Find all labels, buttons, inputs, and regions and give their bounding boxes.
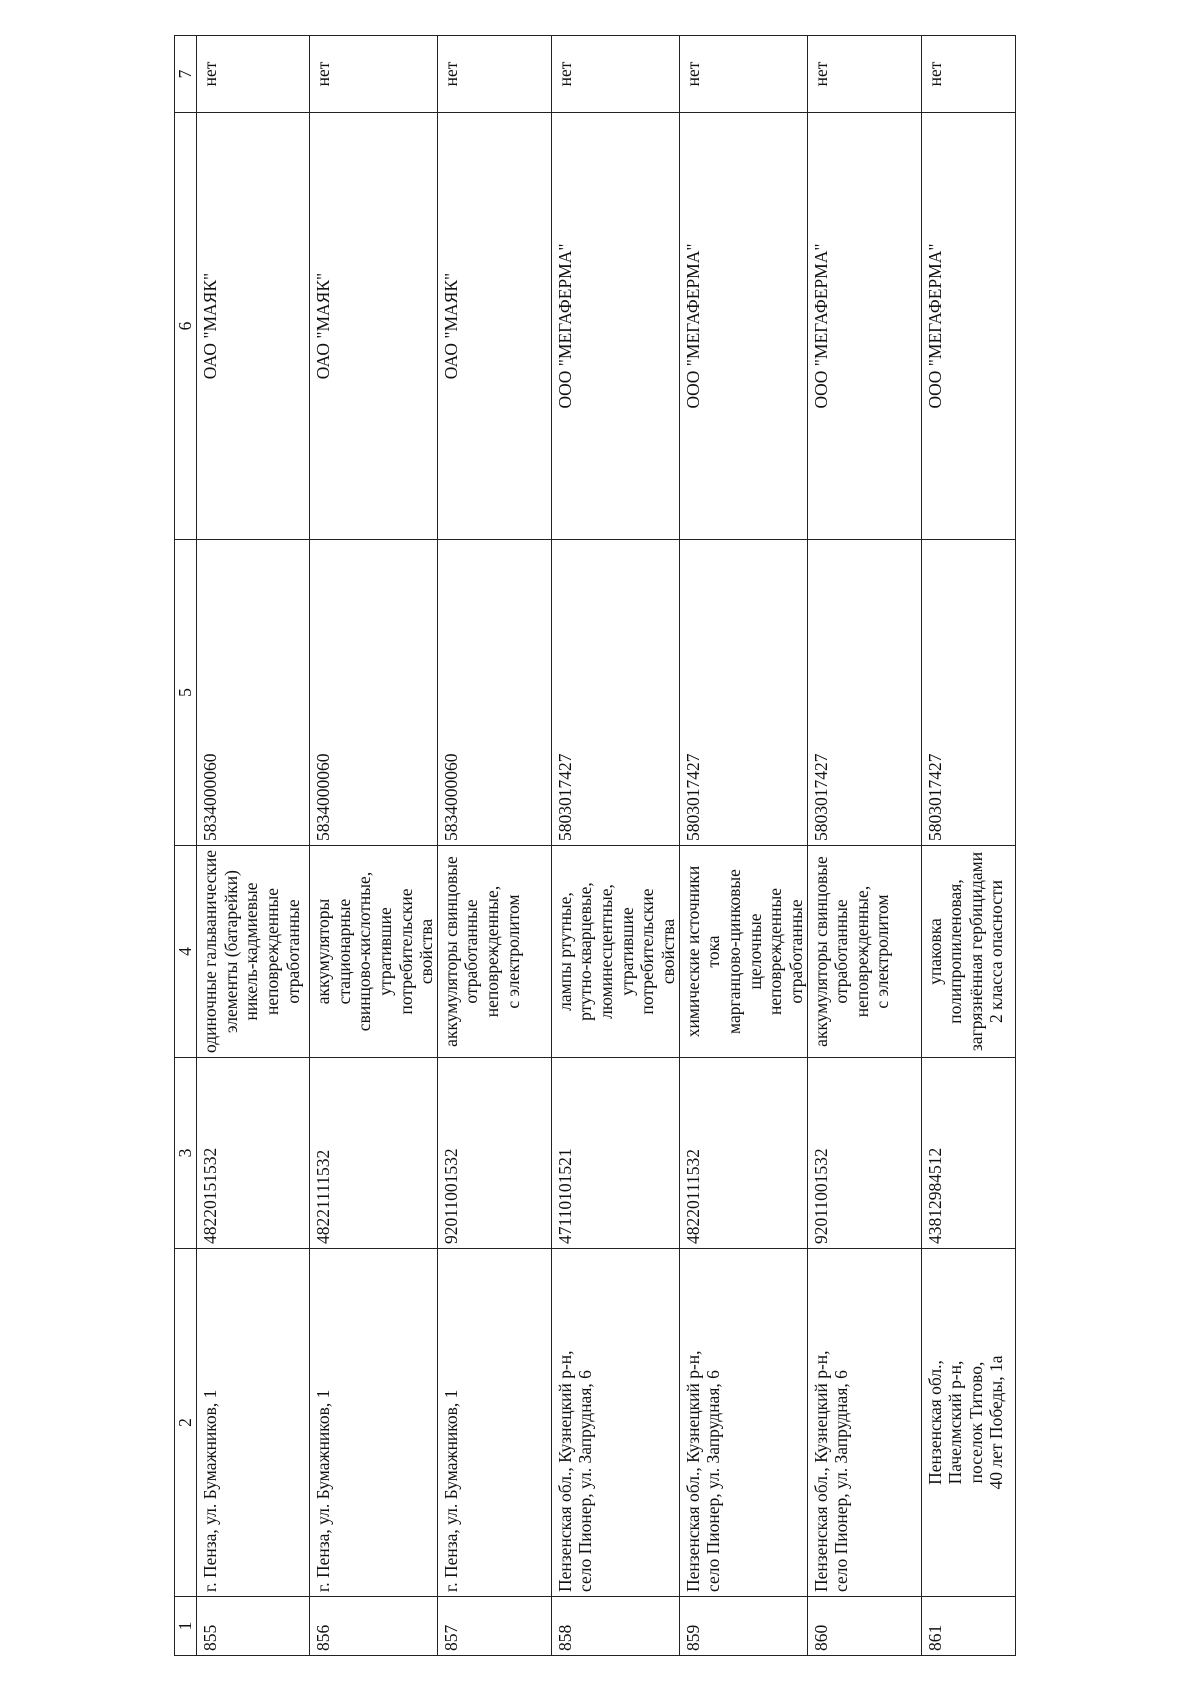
waste-name-cell-line: ртутно-кварцевые, — [575, 882, 596, 1021]
waste-name-cell — [679, 846, 807, 1058]
flag-cell: нет — [921, 36, 1015, 113]
waste-code-cell: 48221111532 — [310, 1058, 438, 1249]
row-number-cell: 860 — [807, 1597, 921, 1656]
inn-cell: 5803017427 — [807, 540, 921, 846]
address-cell-line: село Пионер, ул. Запрудная, 6 — [831, 1370, 852, 1592]
waste-name-cell — [551, 846, 679, 1058]
address-cell-line: Пензенская обл., Кузнецкий р-н, — [682, 1350, 703, 1592]
row-number-cell: 859 — [679, 1597, 807, 1656]
waste-name-cell — [197, 846, 310, 1058]
waste-name-cell-line: с электролитом — [502, 894, 523, 1009]
waste-name-cell-line: свинцово-кислотные, — [354, 871, 375, 1032]
waste-code-cell: 47110101521 — [551, 1058, 679, 1249]
address-cell-line: село Пионер, ул. Запрудная, 6 — [575, 1370, 596, 1592]
flag-cell: нет — [807, 36, 921, 113]
table-body — [175, 36, 1016, 1656]
waste-name-cell-line: неповрежденные — [261, 887, 282, 1016]
inn-cell: 5834000060 — [310, 540, 438, 846]
waste-name-cell-line: загрязнённая гербицидами — [965, 851, 986, 1052]
organization-cell: ОАО "МАЯК" — [310, 113, 438, 540]
waste-name-cell-line: отработанные — [461, 899, 482, 1004]
waste-name-cell-line: марганцово-цинковые — [723, 869, 744, 1034]
row-number-cell: 856 — [310, 1597, 438, 1656]
waste-name-cell — [807, 846, 921, 1058]
address-cell-line: поселок Титово, — [965, 1361, 986, 1484]
address-cell-line: Пензенская обл., — [924, 1360, 945, 1485]
column-number-header-row — [175, 36, 197, 1656]
waste-name-cell-line: свойства — [416, 918, 437, 985]
address-cell-line: Пензенская обл., Кузнецкий р-н, — [554, 1350, 575, 1592]
waste-code-cell: 92011001532 — [437, 1058, 551, 1249]
table-row — [551, 36, 679, 1656]
waste-name-cell-line: утратившие потребительские — [616, 888, 658, 1015]
table-row — [310, 36, 438, 1656]
flag-cell: нет — [437, 36, 551, 113]
address-cell-line: г. Пенза, ул. Бумажников, 1 — [313, 1389, 333, 1592]
waste-name-cell-line: аккумуляторы свинцовые — [440, 856, 461, 1047]
organization-cell: ООО "МЕГАФЕРМА" — [921, 113, 1015, 540]
waste-code-cell: 48220111532 — [679, 1058, 807, 1249]
inn-cell: 5803017427 — [679, 540, 807, 846]
waste-name-cell-line: никель-кадмиевые — [241, 882, 262, 1021]
table-row — [921, 36, 1015, 1656]
row-number-cell: 861 — [921, 1597, 1015, 1656]
table-row — [807, 36, 921, 1656]
row-number-cell: 858 — [551, 1597, 679, 1656]
waste-name-cell — [437, 846, 551, 1058]
flag-cell: нет — [197, 36, 310, 113]
flag-cell: нет — [310, 36, 438, 113]
table-row — [437, 36, 551, 1656]
organization-cell: ООО "МЕГАФЕРМА" — [807, 113, 921, 540]
flag-cell: нет — [551, 36, 679, 113]
inn-cell: 5834000060 — [437, 540, 551, 846]
organization-cell: ОАО "МАЯК" — [197, 113, 310, 540]
waste-name-cell-line: аккумуляторы свинцовые — [810, 856, 831, 1047]
address-cell — [310, 1249, 438, 1597]
waste-name-cell-line: с электролитом — [872, 894, 893, 1009]
waste-name-cell — [921, 846, 1015, 1058]
waste-name-cell-line: свойства — [658, 918, 679, 985]
address-cell — [679, 1249, 807, 1597]
row-number-cell: 855 — [197, 1597, 310, 1656]
waste-name-cell-line: отработанные — [831, 899, 852, 1004]
waste-name-cell-line: утратившие потребительские — [374, 888, 416, 1015]
waste-name-cell-line: аккумуляторы стационарные — [313, 898, 354, 1005]
waste-name-cell-line: неповрежденные, — [482, 885, 503, 1018]
organization-cell: ООО "МЕГАФЕРМА" — [551, 113, 679, 540]
flag-cell: нет — [679, 36, 807, 113]
column-header: 7 — [175, 36, 197, 113]
rotated-table-page — [174, 36, 1007, 1656]
inn-cell: 5803017427 — [551, 540, 679, 846]
waste-registry-table — [174, 35, 1016, 1656]
address-cell — [551, 1249, 679, 1597]
organization-cell: ООО "МЕГАФЕРМА" — [679, 113, 807, 540]
waste-name-cell-line: отработанные — [785, 899, 806, 1004]
waste-name-cell-line: упаковка полипропиленовая, — [924, 879, 966, 1024]
address-cell-line: село Пионер, ул. Запрудная, 6 — [703, 1370, 724, 1592]
table-row — [197, 36, 310, 1656]
waste-name-cell-line: элементы (батарейки) — [220, 870, 241, 1033]
waste-name-cell — [310, 846, 438, 1058]
address-cell — [437, 1249, 551, 1597]
waste-code-cell: 92011001532 — [807, 1058, 921, 1249]
waste-name-cell-line: 2 класса опасности — [986, 880, 1007, 1023]
organization-cell: ОАО "МАЯК" — [437, 113, 551, 540]
waste-code-cell: 43812984512 — [921, 1058, 1015, 1249]
inn-cell: 5803017427 — [921, 540, 1015, 846]
waste-name-cell-line: щелочные неповрежденные — [744, 887, 786, 1016]
address-cell-line: Пензенская обл., Кузнецкий р-н, — [810, 1350, 831, 1592]
table-row — [679, 36, 807, 1656]
waste-name-cell-line: люминесцентные, — [596, 884, 617, 1019]
row-number-cell: 857 — [437, 1597, 551, 1656]
address-cell-line: г. Пенза, ул. Бумажников, 1 — [440, 1389, 461, 1592]
address-cell — [197, 1249, 310, 1597]
column-header: 4 — [175, 846, 197, 1058]
waste-name-cell-line: неповрежденные, — [851, 885, 872, 1018]
column-header: 3 — [175, 1058, 197, 1249]
waste-name-cell-line: одиночные гальванические — [200, 850, 220, 1053]
address-cell-line: г. Пенза, ул. Бумажников, 1 — [200, 1389, 220, 1592]
column-header: 2 — [175, 1249, 197, 1597]
waste-name-cell-line: химические источники тока — [682, 865, 724, 1038]
waste-name-cell-line: лампы ртутные, — [554, 892, 575, 1011]
inn-cell: 5834000060 — [197, 540, 310, 846]
address-cell — [921, 1249, 1015, 1597]
address-cell-line: 40 лет Победы, 1а — [986, 1355, 1007, 1490]
address-cell — [807, 1249, 921, 1597]
waste-name-cell-line: отработанные — [282, 899, 303, 1004]
column-header: 1 — [175, 1597, 197, 1656]
waste-code-cell: 48220151532 — [197, 1058, 310, 1249]
column-header: 5 — [175, 540, 197, 846]
address-cell-line: Пачелмский р-н, — [945, 1360, 966, 1485]
column-header: 6 — [175, 113, 197, 540]
